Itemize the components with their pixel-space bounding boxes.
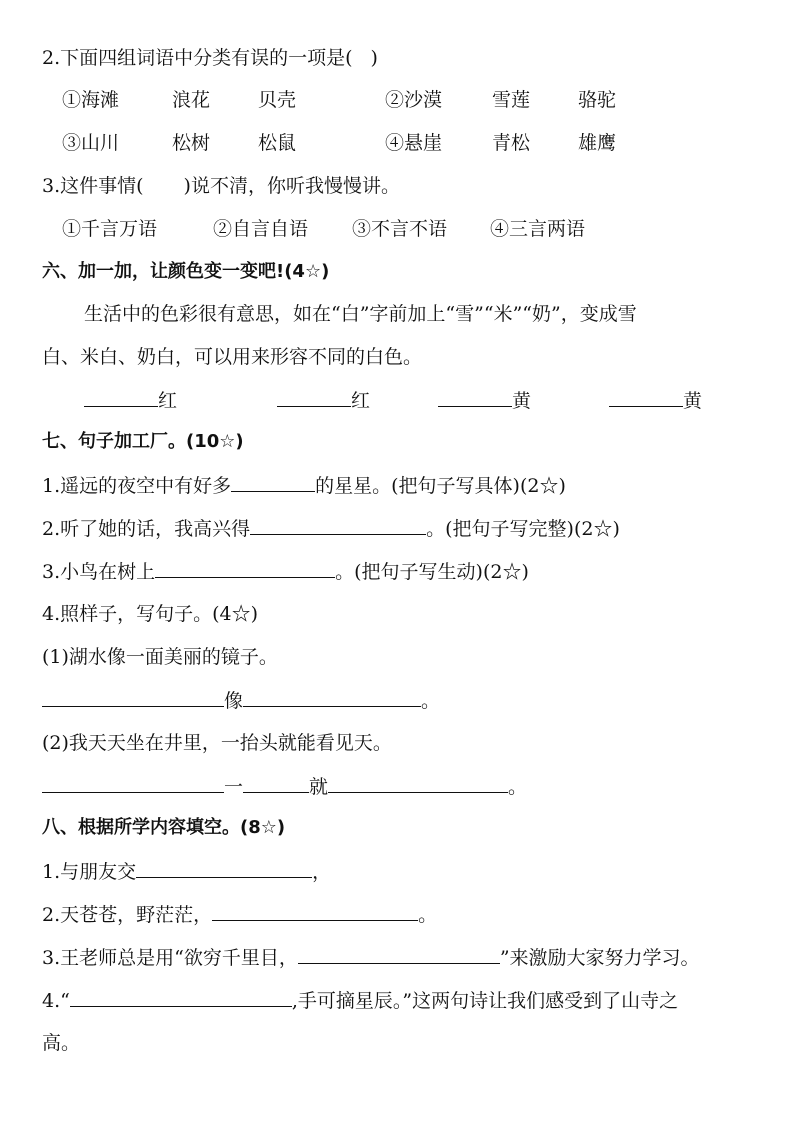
section-6-blanks [0, 384, 794, 416]
color-blank-2[interactable]: 红 [277, 384, 370, 417]
q2-option-4: ④悬崖 [385, 132, 443, 154]
s7-item-3-blank[interactable] [155, 555, 335, 578]
s7-ex2-blank-2[interactable] [243, 770, 309, 793]
s7-ex1-blank-1[interactable] [42, 684, 224, 707]
q2-option-3: ③山川 [62, 132, 120, 154]
q2-option-1: ①海滩 [62, 89, 120, 111]
s7-item-2-blank[interactable] [250, 512, 426, 535]
s7-item-1: 1.遥远的夜空中有好多 的星星。(把句子写具体)(2☆) [42, 469, 566, 501]
q2-word: 松树 [172, 132, 211, 154]
q3-option-1: ①千言万语 [62, 218, 158, 240]
s8-item-4-continued: 高。 [42, 1032, 81, 1054]
s7-example-1-answer: 像 。 [42, 684, 440, 716]
s8-item-4-blank[interactable] [70, 984, 292, 1007]
s8-item-3-blank[interactable] [298, 941, 500, 964]
s8-item-3: 3.王老师总是用“欲穷千里目， ”来激励大家努力学习。 [42, 941, 700, 973]
s7-ex1-blank-2[interactable] [243, 684, 421, 707]
s8-item-4: 4.“ ,手可摘星辰。”这两句诗让我们感受到了山寺之 [42, 984, 678, 1016]
q2-word: 雄鹰 [578, 132, 617, 154]
s7-item-4: 4.照样子，写句子。(4☆) [42, 603, 259, 625]
s7-ex2-blank-1[interactable] [42, 770, 224, 793]
q3-option-2: ②自言自语 [213, 218, 309, 240]
s7-item-3: 3.小鸟在树上 。(把句子写生动)(2☆) [42, 555, 529, 587]
s8-item-1-blank[interactable] [136, 855, 312, 878]
color-blank-4[interactable]: 黄 [609, 384, 702, 417]
q2-word: 骆驼 [578, 89, 617, 111]
q2-row-2 [0, 127, 794, 159]
q2-word: 雪莲 [492, 89, 531, 111]
s7-example-2: (2)我天天坐在井里，一抬头就能看见天。 [42, 732, 392, 754]
section-7-title: 七、句子加工厂。(10☆) [42, 431, 244, 452]
s7-item-2: 2.听了她的话，我高兴得 。(把句子写完整)(2☆) [42, 512, 620, 544]
q2-row-1 [0, 84, 794, 116]
section-6-paragraph-line-1: 生活中的色彩很有意思，如在“白”字前加上“雪”“米”“奶”，变成雪 [84, 303, 637, 325]
section-8-title: 八、根据所学内容填空。(8☆) [42, 817, 286, 838]
s8-item-2-blank[interactable] [212, 898, 418, 921]
s7-item-1-blank[interactable] [231, 469, 315, 492]
section-6-title: 六、加一加，让颜色变一变吧!(4☆) [42, 261, 330, 282]
q2-word: 松鼠 [258, 132, 297, 154]
q3-option-3: ③不言不语 [352, 218, 448, 240]
q2-stem: 2.下面四组词语中分类有误的一项是( ) [42, 47, 378, 69]
q2-word: 浪花 [172, 89, 211, 111]
s8-item-2: 2.天苍苍，野茫茫， 。 [42, 898, 437, 930]
q2-option-2: ②沙漠 [385, 89, 443, 111]
s8-item-1: 1.与朋友交 ， [42, 855, 331, 887]
q3-stem: 3.这件事情( )说不清，你听我慢慢讲。 [42, 175, 400, 197]
color-blank-1[interactable]: 红 [84, 384, 177, 417]
s7-example-1: (1)湖水像一面美丽的镜子。 [42, 646, 278, 668]
section-6-paragraph-line-2: 白、米白、奶白，可以用来形容不同的白色。 [42, 346, 423, 368]
color-blank-3[interactable]: 黄 [438, 384, 531, 417]
s7-example-2-answer: 一 就 。 [42, 770, 527, 802]
q2-word: 青松 [492, 132, 531, 154]
s7-ex2-blank-3[interactable] [328, 770, 508, 793]
q3-option-4: ④三言两语 [490, 218, 586, 240]
q2-word: 贝壳 [258, 89, 297, 111]
q3-options [0, 213, 794, 245]
